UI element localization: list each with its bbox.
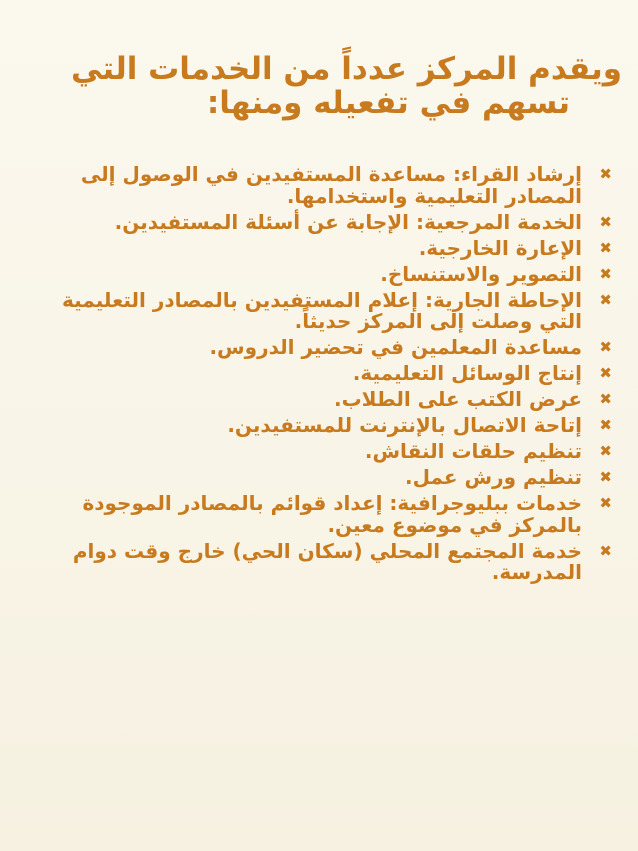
title-line-1: ويقدم المركز عدداً من الخدمات التي — [71, 51, 622, 87]
x-mark-icon: ✖ — [599, 494, 612, 512]
list-item — [22, 337, 618, 359]
slide-title — [40, 52, 622, 120]
bullet-text: تنظيم ورش عمل. — [405, 465, 582, 489]
x-mark-icon: ✖ — [599, 416, 612, 434]
x-mark-icon: ✖ — [599, 264, 612, 283]
list-item — [22, 389, 618, 411]
list-item — [22, 363, 618, 385]
x-mark-icon: ✖ — [599, 390, 612, 408]
x-mark-icon: ✖ — [599, 364, 612, 382]
list-item — [22, 261, 618, 286]
bullet-text: إتاحة الاتصال بالإنترنت للمستفيدين. — [227, 413, 582, 437]
list-item — [22, 235, 618, 260]
x-mark-icon: ✖ — [599, 468, 612, 486]
bullet-text: مساعدة المعلمين في تحضير الدروس. — [209, 335, 582, 359]
bullet-text: تنظيم حلقات النقاش. — [364, 439, 582, 463]
x-mark-icon: ✖ — [599, 338, 612, 356]
title-line-2: تسهم في تفعيله ومنها: — [206, 85, 570, 121]
x-mark-icon: ✖ — [599, 442, 612, 460]
x-mark-icon: ✖ — [599, 290, 612, 309]
list-item — [22, 538, 618, 584]
list-item — [22, 467, 618, 489]
bullet-text: الإعارة الخارجية. — [418, 235, 582, 260]
x-mark-icon: ✖ — [599, 212, 612, 231]
x-mark-icon: ✖ — [599, 541, 612, 560]
x-mark-icon: ✖ — [599, 165, 612, 183]
bullet-list — [22, 164, 618, 588]
list-item — [22, 441, 618, 463]
bullet-text: الخدمة المرجعية: الإجابة عن أسئلة المستفيدين. — [114, 209, 582, 234]
bullet-text: إرشاد القراء: مساعدة المستفيدين في الوصول إلى المصادر التعليمية واستخدامها. — [80, 162, 582, 208]
bullet-text: خدمة المجتمع المحلي (سكان الحي) خارج وقت دوام المدرسة. — [72, 538, 582, 584]
list-item — [22, 415, 618, 437]
bullet-text: خدمات ببليوجرافية: إعداد قوائم بالمصادر الموجودة بالمركز في موضوع معين. — [82, 491, 582, 537]
bullet-text: عرض الكتب على الطلاب. — [333, 387, 582, 411]
x-mark-icon: ✖ — [599, 238, 612, 257]
bullet-text: التصوير والاستنساخ. — [380, 261, 582, 286]
list-item — [22, 493, 618, 536]
list-item — [22, 164, 618, 207]
list-item — [22, 287, 618, 333]
bullet-text: الإحاطة الجارية: إعلام المستفيدين بالمصادر التعليمية التي وصلت إلى المركز حديثاً. — [62, 287, 582, 333]
bullet-text: إنتاج الوسائل التعليمية. — [352, 361, 582, 385]
list-item — [22, 209, 618, 234]
